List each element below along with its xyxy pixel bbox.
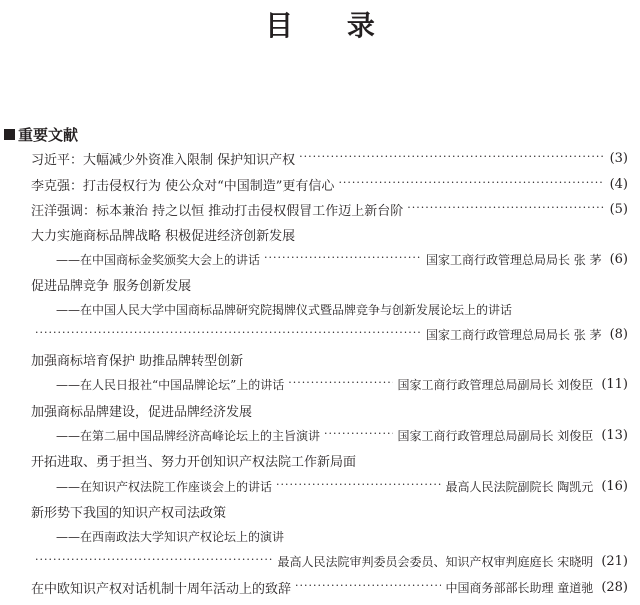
- entry-author: 国家工商行政管理总局局长 张 茅: [425, 252, 602, 267]
- entry-page: (13): [601, 427, 628, 443]
- entry-page: (5): [609, 201, 628, 217]
- entry-title: 在中欧知识产权对话机制十周年活动上的致辞: [31, 581, 292, 597]
- entry-title: 促进品牌竞争 服务创新发展: [31, 278, 192, 294]
- entry-page: (3): [609, 150, 628, 166]
- entry-page: (11): [601, 376, 628, 392]
- leader-dots: [324, 423, 393, 447]
- toc-entry-author-line[interactable]: [31, 549, 628, 573]
- section-heading: [4, 124, 78, 144]
- toc-entry[interactable]: [31, 197, 628, 221]
- entry-page: (16): [601, 478, 628, 494]
- entry-subtitle: ——在第二届中国品牌经济高峰论坛上的主旨演讲: [56, 428, 321, 443]
- entry-subtitle: ——在知识产权法院工作座谈会上的讲话: [56, 479, 273, 494]
- toc-entry-sub[interactable]: [56, 524, 628, 548]
- entry-title: 加强商标品牌建设，促进品牌经济发展: [31, 404, 253, 420]
- entry-page: (21): [601, 553, 628, 569]
- entry-author: 国家工商行政管理总局副局长 刘俊臣: [397, 428, 594, 443]
- toc-entry-title[interactable]: [31, 499, 628, 523]
- entry-title: 习近平：大幅减少外资准入限制 保护知识产权: [31, 152, 296, 168]
- entry-page: (8): [609, 326, 628, 342]
- entry-page: (4): [609, 176, 628, 192]
- page-title: 目 录: [265, 9, 397, 42]
- entry-subtitle: ——在中国人民大学中国商标品牌研究院揭牌仪式暨品牌竞争与创新发展论坛上的讲话: [56, 302, 513, 317]
- leader-dots: [276, 474, 441, 498]
- entry-subtitle: ——在人民日报社“中国品牌论坛”上的讲话: [56, 377, 285, 392]
- leader-dots: [338, 172, 603, 196]
- toc-entry-author-line[interactable]: [31, 322, 628, 346]
- entry-subtitle: ——在西南政法大学知识产权论坛上的演讲: [56, 529, 285, 544]
- entry-page: (6): [609, 251, 628, 267]
- leader-dots: [295, 575, 441, 599]
- entry-title: 李克强：打击侵权行为 使公众对“中国制造”更有信心: [31, 178, 335, 194]
- toc-entry[interactable]: [31, 575, 628, 599]
- section-label: 重要文献: [18, 125, 79, 144]
- entry-author: 国家工商行政管理总局副局长 刘俊臣: [397, 377, 594, 392]
- entry-author: 最高人民法院副院长 陶凯元: [445, 479, 594, 494]
- entry-title: 加强商标培育保护 助推品牌转型创新: [31, 353, 244, 369]
- toc-entry-title[interactable]: [31, 222, 628, 246]
- leader-dots: [35, 322, 422, 346]
- leader-dots: [35, 549, 273, 573]
- entry-author: 国家工商行政管理总局局长 张 茅: [425, 327, 602, 342]
- toc-entry[interactable]: [31, 146, 628, 170]
- entry-title: 汪洋强调：标本兼治 持之以恒 推动打击侵权假冒工作迈上新台阶: [31, 203, 404, 219]
- toc-entry[interactable]: [31, 172, 628, 196]
- entry-title: 新形势下我国的知识产权司法政策: [31, 505, 227, 521]
- section-square-icon: [4, 129, 15, 140]
- leader-dots: [264, 247, 422, 271]
- toc-entry-sub[interactable]: [56, 297, 628, 321]
- entry-title: 大力实施商标品牌战略 积极促进经济创新发展: [31, 228, 296, 244]
- entry-page: (28): [601, 579, 628, 595]
- leader-dots: [407, 197, 603, 221]
- toc-entry-title[interactable]: [31, 448, 628, 472]
- leader-dots: [288, 372, 393, 396]
- entry-title: 开拓进取、勇于担当、努力开创知识产权法院工作新局面: [31, 454, 357, 470]
- entry-subtitle: ——在中国商标金奖颁奖大会上的讲话: [56, 252, 261, 267]
- toc-entry-sub[interactable]: [56, 247, 628, 271]
- toc-entry-sub[interactable]: [56, 423, 628, 447]
- entry-author: 最高人民法院审判委员会委员、知识产权审判庭庭长 宋晓明: [277, 554, 594, 569]
- toc-entry-sub[interactable]: [56, 474, 628, 498]
- leader-dots: [299, 146, 603, 170]
- toc-entry-title[interactable]: [31, 398, 628, 422]
- toc-entry-sub[interactable]: [56, 372, 628, 396]
- toc-entry-title[interactable]: [31, 347, 628, 371]
- toc-entry-title[interactable]: [31, 272, 628, 296]
- entry-author: 中国商务部部长助理 童道驰: [445, 580, 594, 595]
